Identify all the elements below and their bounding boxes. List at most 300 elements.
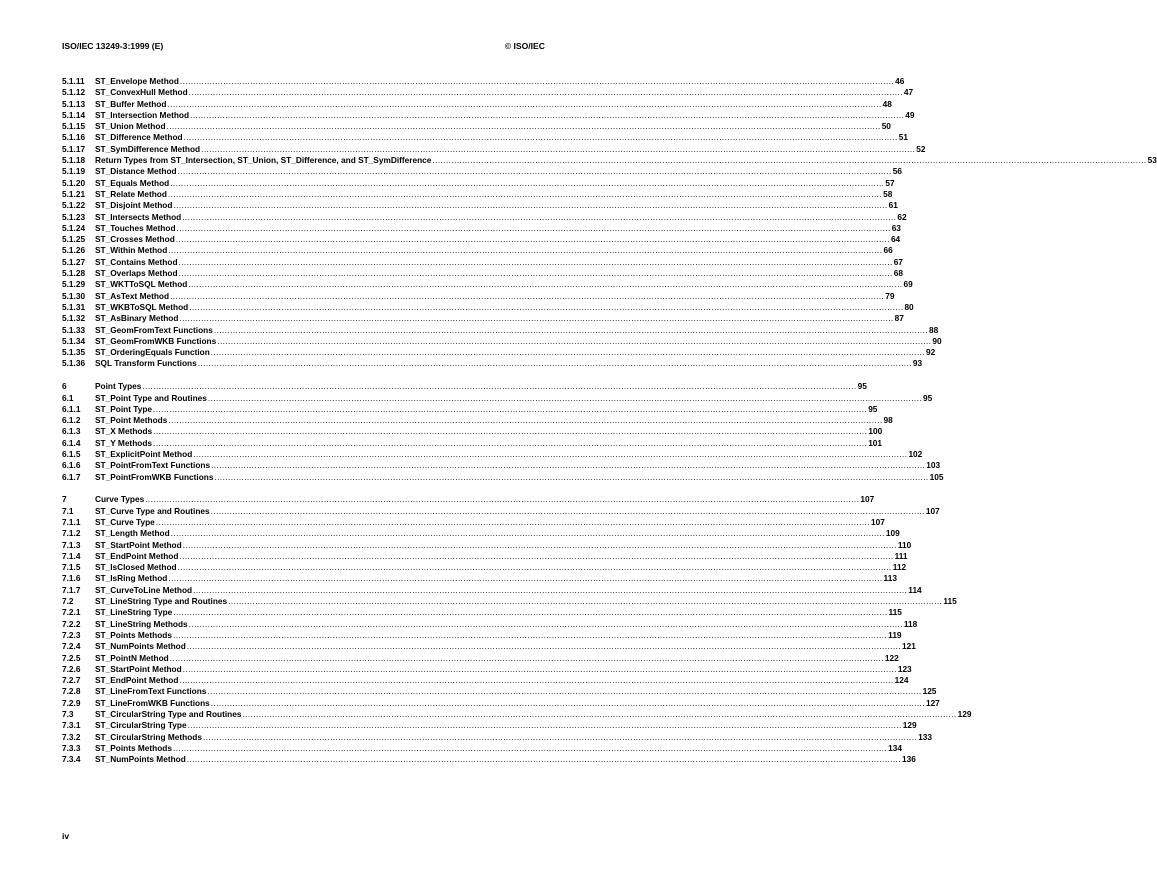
toc-entry-title: ST_ConvexHull Method xyxy=(95,87,188,98)
toc-entry[interactable] xyxy=(62,516,885,528)
toc-dot-leader xyxy=(211,460,925,471)
toc-entry-number: 5.1.12 xyxy=(62,87,86,98)
toc-entry-number: 7.2 xyxy=(62,596,74,607)
toc-entry-page: 51 xyxy=(898,132,908,143)
toc-entry-title: ST_X Methods xyxy=(95,426,153,437)
toc-dot-leader xyxy=(179,675,893,686)
toc-entry[interactable] xyxy=(62,76,905,87)
toc-entry-title: ST_Crosses Method xyxy=(95,234,175,245)
toc-entry-page: 68 xyxy=(893,268,903,279)
toc-entry-page: 107 xyxy=(925,505,940,516)
toc-entry-number: 5.1.20 xyxy=(62,177,86,188)
toc-entry-number: 6.1.1 xyxy=(62,403,81,414)
toc-entry-title: ST_Distance Method xyxy=(95,166,177,177)
toc-entry[interactable] xyxy=(62,347,936,358)
toc-entry-title: ST_Curve Type xyxy=(95,516,155,527)
toc-entry-title: ST_CurveToLine Method xyxy=(95,584,193,595)
toc-entry-number: 5.1.15 xyxy=(62,121,86,132)
toc-entry-number: 7.2.1 xyxy=(62,607,81,618)
toc-entry-page: 122 xyxy=(884,652,899,663)
toc-entry-number: 7.1.6 xyxy=(62,573,81,584)
toc-entry-number: 6.1.6 xyxy=(62,460,81,471)
toc-entry-page: 124 xyxy=(894,675,909,686)
toc-entry[interactable] xyxy=(62,697,940,709)
toc-entry-title: ST_Intersection Method xyxy=(95,109,190,120)
toc-entry-title: ST_CircularString Type xyxy=(95,720,187,731)
toc-entry-title: ST_LineFromText Functions xyxy=(95,686,207,697)
toc-entry-number: 5.1.21 xyxy=(62,188,86,199)
toc-entry-title: ST_GeomFromText Functions xyxy=(95,324,213,335)
toc-dot-leader xyxy=(170,653,884,664)
toc-dot-leader xyxy=(228,596,942,607)
toc-entry-title: ST_WKTToSQL Method xyxy=(95,279,188,290)
toc-entry-number: 7.3 xyxy=(62,709,74,720)
toc-entry-page: 95 xyxy=(868,403,878,414)
toc-dot-leader xyxy=(173,743,887,754)
toc-entry-page: 50 xyxy=(881,121,891,132)
toc-entry-title: ST_Within Method xyxy=(95,245,168,256)
toc-entry-title: ST_Length Method xyxy=(95,528,170,539)
toc-entry[interactable] xyxy=(62,381,867,392)
toc-dot-leader xyxy=(170,291,884,302)
toc-entry-page: 58 xyxy=(883,188,893,199)
toc-entry-page: 134 xyxy=(888,742,902,753)
toc-entry-page: 103 xyxy=(926,460,941,471)
toc-entry-number: 7.3.2 xyxy=(62,731,81,742)
toc-entry-title: ST_CircularString Type and Routines xyxy=(95,709,242,720)
toc-dot-leader xyxy=(153,426,867,437)
toc-entry-number: 5.1.16 xyxy=(62,132,86,143)
toc-entry[interactable] xyxy=(62,460,941,471)
toc-entry-page: 79 xyxy=(885,290,895,301)
toc-entry[interactable] xyxy=(62,268,903,279)
toc-entry[interactable] xyxy=(62,143,926,155)
toc-entry[interactable] xyxy=(62,596,957,607)
toc-entry-page: 105 xyxy=(929,471,944,482)
toc-entry-title: SQL Transform Functions xyxy=(95,358,197,369)
toc-entry-number: 7.2.2 xyxy=(62,618,81,629)
toc-entry-page: 110 xyxy=(897,539,912,550)
toc-entry-page: 121 xyxy=(901,641,916,652)
toc-entry-page: 63 xyxy=(891,222,901,233)
toc-entry-number: 5.1.25 xyxy=(62,234,86,245)
toc-dot-leader xyxy=(170,178,884,189)
toc-dot-leader xyxy=(182,212,896,223)
toc-dot-leader xyxy=(183,664,897,675)
toc-dot-leader xyxy=(173,200,887,211)
toc-dot-leader xyxy=(156,517,870,528)
toc-entry-page: 67 xyxy=(893,256,903,267)
toc-entry[interactable] xyxy=(62,121,891,132)
toc-dot-leader xyxy=(168,415,882,426)
toc-entry-number: 6.1 xyxy=(62,392,74,403)
toc-dot-leader xyxy=(187,641,901,652)
toc-entry-page: 47 xyxy=(903,87,914,98)
toc-entry-page: 88 xyxy=(929,324,939,335)
toc-entry-title: ST_AsBinary Method xyxy=(95,313,179,324)
toc-entry-page: 98 xyxy=(883,415,893,426)
toc-entry-title: ST_LineFromWKB Functions xyxy=(95,697,210,708)
toc-entry-number: 7.3.4 xyxy=(62,754,81,765)
toc-entry-number: 7.1.4 xyxy=(62,550,81,561)
toc-entry-title: ST_PointFromWKB Functions xyxy=(95,471,214,482)
toc-entry-number: 7.2.3 xyxy=(62,629,81,640)
toc-entry[interactable] xyxy=(62,301,914,313)
toc-entry[interactable] xyxy=(62,313,904,324)
toc-entry[interactable] xyxy=(62,245,893,256)
toc-entry-page: 107 xyxy=(870,516,885,527)
header-copyright: © ISO/IEC xyxy=(504,41,545,51)
toc-entry-number: 5.1.29 xyxy=(62,279,86,290)
toc-entry-title: ST_CircularString Methods xyxy=(95,731,202,742)
toc-dot-leader xyxy=(183,540,897,551)
toc-entry-page: 95 xyxy=(923,392,933,403)
toc-entry-number: 5.1.13 xyxy=(62,98,86,109)
toc-entry-number: 6.1.4 xyxy=(62,437,81,448)
toc-entry-page: 46 xyxy=(895,76,905,86)
toc-entry[interactable] xyxy=(62,188,893,200)
toc-entry[interactable] xyxy=(62,528,900,539)
toc-dot-leader xyxy=(184,132,898,143)
toc-dot-leader xyxy=(193,585,907,596)
toc-entry-number: 5.1.24 xyxy=(62,222,86,233)
toc-entry-title: ST_OrderingEquals Function xyxy=(95,347,210,358)
toc-entry-title: ST_Intersects Method xyxy=(95,211,182,222)
toc-entry[interactable] xyxy=(62,290,895,302)
toc-dot-leader xyxy=(207,686,921,697)
toc-entry[interactable] xyxy=(62,324,939,336)
toc-entry[interactable] xyxy=(62,98,892,110)
toc-entry-page: 112 xyxy=(892,562,907,573)
toc-entry-page: 90 xyxy=(932,335,942,346)
toc-dot-leader xyxy=(179,313,893,324)
toc-entry-title: ST_SymDifference Method xyxy=(95,143,201,154)
toc-entry-page: 129 xyxy=(902,720,917,731)
toc-entry[interactable] xyxy=(62,641,916,652)
toc-entry-number: 5.1.32 xyxy=(62,313,86,324)
toc-entry-title: ST_LineString Type xyxy=(95,607,173,618)
toc-entry-page: 62 xyxy=(897,211,907,222)
toc-entry[interactable] xyxy=(62,686,937,697)
toc-dot-leader xyxy=(145,494,859,505)
toc-entry-title: ST_Difference Method xyxy=(95,132,183,143)
toc-entry[interactable] xyxy=(62,256,903,268)
toc-entry-title: ST_EndPoint Method xyxy=(95,675,179,686)
toc-entry-title: ST_IsRing Method xyxy=(95,573,168,584)
toc-entry-title: ST_NumPoints Method xyxy=(95,754,186,765)
toc-dot-leader xyxy=(432,155,1146,166)
toc-entry[interactable] xyxy=(62,132,908,143)
toc-dot-leader xyxy=(198,358,912,369)
toc-entry-page: 115 xyxy=(943,596,957,607)
toc-entry-number: 7.2.4 xyxy=(62,641,81,652)
toc-entry-number: 7 xyxy=(62,494,67,505)
toc-entry-title: ST_StartPoint Method xyxy=(95,539,182,550)
toc-entry-title: ST_WKBToSQL Method xyxy=(95,301,189,312)
toc-entry-title: ST_LineString Type and Routines xyxy=(95,596,228,607)
toc-entry-number: 7.1.2 xyxy=(62,528,81,539)
toc-dot-leader xyxy=(242,709,956,720)
toc-entry-title: ST_Buffer Method xyxy=(95,98,167,109)
toc-entry-title: ST_Point Type and Routines xyxy=(95,392,207,403)
toc-entry[interactable] xyxy=(62,87,914,98)
toc-entry-number: 5.1.23 xyxy=(62,211,86,222)
toc-entry-number: 5.1.17 xyxy=(62,143,86,154)
toc-entry-title: ST_IsClosed Method xyxy=(95,562,177,573)
toc-entry-title: ST_Y Methods xyxy=(95,437,153,448)
toc-dot-leader xyxy=(153,438,867,449)
toc-entry-page: 66 xyxy=(883,245,893,256)
toc-entry-page: 93 xyxy=(912,358,923,369)
toc-dot-leader xyxy=(208,393,922,404)
toc-dot-leader xyxy=(211,506,925,517)
toc-entry-title: ST_Union Method xyxy=(95,121,166,132)
toc-entry-number: 7.1.3 xyxy=(62,539,81,550)
toc-dot-leader xyxy=(178,166,892,177)
toc-entry[interactable] xyxy=(62,234,901,245)
toc-entry[interactable] xyxy=(62,392,933,404)
toc-dot-leader xyxy=(214,325,928,336)
toc-entry-title: ST_Point Methods xyxy=(95,415,168,426)
toc-entry-page: 136 xyxy=(901,754,916,765)
toc-entry-number: 5.1.35 xyxy=(62,347,86,358)
toc-entry-title: ST_Contains Method xyxy=(95,256,178,267)
toc-entry-title: ST_AsText Method xyxy=(95,290,170,301)
toc-entry-title: ST_Equals Method xyxy=(95,177,170,188)
toc-dot-leader xyxy=(153,404,867,415)
toc-entry-number: 6.1.2 xyxy=(62,415,81,426)
toc-entry-page: 127 xyxy=(925,697,940,708)
toc-dot-leader xyxy=(179,257,893,268)
toc-entry[interactable] xyxy=(62,607,902,618)
toc-entry-number: 7.3.3 xyxy=(62,742,81,753)
toc-entry-number: 7.2.7 xyxy=(62,675,81,686)
toc-dot-leader xyxy=(171,528,885,539)
toc-entry[interactable] xyxy=(62,754,916,765)
toc-dot-leader xyxy=(189,87,903,98)
toc-entry-page: 114 xyxy=(908,584,922,595)
toc-entry-page: 101 xyxy=(868,437,883,448)
toc-dot-leader xyxy=(168,245,882,256)
toc-dot-leader xyxy=(217,336,931,347)
toc-entry-number: 5.1.28 xyxy=(62,268,86,279)
toc-entry[interactable] xyxy=(62,550,908,562)
toc-entry-number: 6.1.7 xyxy=(62,471,81,482)
toc-entry[interactable] xyxy=(62,618,918,630)
toc-entry[interactable] xyxy=(62,720,917,731)
toc-entry-page: 125 xyxy=(922,686,937,697)
header-document-id: ISO/IEC 13249-3:1999 (E) xyxy=(62,41,164,51)
toc-entry-page: 49 xyxy=(905,109,915,120)
toc-entry-number: 5.1.26 xyxy=(62,245,86,256)
toc-dot-leader xyxy=(167,99,881,110)
toc-entry-page: 109 xyxy=(885,528,900,539)
toc-entry-page: 52 xyxy=(916,143,926,154)
toc-entry-number: 7.1 xyxy=(62,505,74,516)
toc-entry[interactable] xyxy=(62,471,944,483)
toc-entry[interactable] xyxy=(62,573,897,584)
toc-entry-title: ST_LineString Methods xyxy=(95,618,188,629)
toc-entry-page: 133 xyxy=(918,731,932,742)
toc-entry[interactable] xyxy=(62,166,903,177)
toc-entry[interactable] xyxy=(62,177,895,189)
toc-entry-number: 6.1.3 xyxy=(62,426,81,437)
toc-entry-number: 5.1.36 xyxy=(62,358,86,369)
toc-dot-leader xyxy=(168,189,882,200)
toc-entry-title: Point Types xyxy=(95,381,142,392)
toc-entry-number: 7.2.5 xyxy=(62,652,81,663)
toc-entry-number: 5.1.27 xyxy=(62,256,86,267)
toc-dot-leader xyxy=(214,472,928,483)
toc-entry-title: ST_Points Methods xyxy=(95,742,172,753)
toc-dot-leader xyxy=(188,279,902,290)
toc-entry-title: Return Types from ST_Intersection, ST_Union, ST_Difference, and ST_SymDifference xyxy=(95,155,432,166)
toc-entry-page: 113 xyxy=(883,573,897,584)
toc-entry-title: ST_Overlaps Method xyxy=(95,268,178,279)
toc-entry-page: 92 xyxy=(925,347,936,358)
toc-section xyxy=(62,494,972,765)
toc-entry-title: ST_Curve Type and Routines xyxy=(95,505,210,516)
toc-entry-number: 7.2.9 xyxy=(62,697,81,708)
toc-entry-title: ST_Points Methods xyxy=(95,629,172,640)
toc-section xyxy=(62,381,944,483)
toc-entry-title: ST_ExplicitPoint Method xyxy=(95,449,193,459)
toc-entry[interactable] xyxy=(62,200,898,211)
toc-entry-title: ST_NumPoints Method xyxy=(95,641,186,652)
toc-entry[interactable] xyxy=(62,211,907,223)
toc-entry-number: 7.2.8 xyxy=(62,686,81,697)
toc-dot-leader xyxy=(189,619,903,630)
toc-section xyxy=(62,76,1157,370)
toc-entry-title: ST_PointFromText Functions xyxy=(95,460,211,471)
toc-dot-leader xyxy=(177,223,891,234)
toc-entry-number: 5.1.31 xyxy=(62,301,86,312)
toc-dot-leader xyxy=(190,110,904,121)
toc-dot-leader xyxy=(176,234,890,245)
table-of-contents xyxy=(62,76,1157,766)
toc-entry[interactable] xyxy=(62,449,923,460)
toc-entry[interactable] xyxy=(62,335,942,347)
toc-entry-title: ST_Envelope Method xyxy=(95,76,179,86)
toc-entry-page: 87 xyxy=(894,313,904,324)
toc-entry-title: ST_EndPoint Method xyxy=(95,550,179,561)
toc-entry-number: 5.1.14 xyxy=(62,109,86,120)
toc-dot-leader xyxy=(179,551,893,562)
toc-entry-number: 7.1.5 xyxy=(62,562,81,573)
toc-entry-page: 119 xyxy=(888,629,902,640)
toc-dot-leader xyxy=(211,698,925,709)
toc-entry-number: 5.1.22 xyxy=(62,200,86,211)
toc-dot-leader xyxy=(193,449,907,460)
toc-dot-leader xyxy=(179,268,893,279)
toc-entry-number: 7.1.7 xyxy=(62,584,81,595)
toc-dot-leader xyxy=(201,144,915,155)
toc-entry-page: 111 xyxy=(894,550,908,561)
toc-entry-number: 5.1.18 xyxy=(62,155,86,166)
toc-dot-leader xyxy=(178,562,892,573)
toc-entry-page: 64 xyxy=(890,234,901,245)
toc-entry-page: 115 xyxy=(888,607,902,618)
toc-entry[interactable] xyxy=(62,279,913,290)
toc-entry-title: ST_Touches Method xyxy=(95,222,176,233)
toc-entry[interactable] xyxy=(62,109,915,121)
toc-entry-page: 107 xyxy=(860,494,875,505)
toc-entry[interactable] xyxy=(62,437,883,449)
toc-dot-leader xyxy=(203,732,917,743)
toc-dot-leader xyxy=(188,720,902,731)
toc-entry-page: 118 xyxy=(903,618,918,629)
toc-entry-title: ST_PointN Method xyxy=(95,652,169,663)
toc-dot-leader xyxy=(173,607,887,618)
toc-entry-number: 5.1.33 xyxy=(62,324,86,335)
toc-entry-page: 57 xyxy=(885,177,895,188)
toc-dot-leader xyxy=(187,754,901,765)
toc-entry-number: 6.1.5 xyxy=(62,449,81,459)
toc-entry[interactable] xyxy=(62,663,912,675)
footer-page-number: iv xyxy=(62,831,70,841)
toc-entry-number: 5.1.11 xyxy=(62,76,85,86)
toc-entry[interactable] xyxy=(62,426,883,437)
toc-entry[interactable] xyxy=(62,584,922,596)
toc-entry[interactable] xyxy=(62,652,899,664)
toc-entry-page: 53 xyxy=(1147,155,1157,166)
toc-entry-number: 6 xyxy=(62,381,67,392)
toc-dot-leader xyxy=(168,573,882,584)
toc-entry-title: ST_StartPoint Method xyxy=(95,663,182,674)
toc-entry-number: 7.3.1 xyxy=(62,720,81,731)
toc-dot-leader xyxy=(142,381,856,392)
toc-entry-page: 69 xyxy=(903,279,913,290)
toc-entry[interactable] xyxy=(62,629,902,641)
toc-entry[interactable] xyxy=(62,562,907,573)
toc-entry[interactable] xyxy=(62,415,893,426)
toc-entry[interactable] xyxy=(62,742,902,754)
toc-entry[interactable] xyxy=(62,494,875,505)
toc-entry-number: 5.1.34 xyxy=(62,335,86,346)
toc-entry-page: 80 xyxy=(904,301,914,312)
toc-entry[interactable] xyxy=(62,675,909,686)
toc-entry[interactable] xyxy=(62,709,972,720)
toc-entry-page: 95 xyxy=(857,381,867,392)
toc-entry[interactable] xyxy=(62,505,940,517)
toc-entry-page: 102 xyxy=(908,449,923,459)
toc-dot-leader xyxy=(180,76,894,87)
toc-dot-leader xyxy=(167,121,881,132)
toc-entry-number: 5.1.30 xyxy=(62,290,86,301)
toc-dot-leader xyxy=(211,347,925,358)
toc-entry-title: ST_Point Type xyxy=(95,403,153,414)
toc-entry-title: ST_Disjoint Method xyxy=(95,200,173,211)
toc-entry-page: 61 xyxy=(888,200,898,211)
toc-entry-title: Curve Types xyxy=(95,494,145,505)
toc-entry[interactable] xyxy=(62,731,932,743)
toc-dot-leader xyxy=(173,630,887,641)
toc-entry-page: 123 xyxy=(897,663,912,674)
toc-entry-number: 7.1.1 xyxy=(62,516,81,527)
toc-dot-leader xyxy=(189,302,903,313)
toc-entry-page: 48 xyxy=(882,98,892,109)
toc-entry[interactable] xyxy=(62,155,1157,166)
toc-entry-number: 7.2.6 xyxy=(62,663,81,674)
toc-entry[interactable] xyxy=(62,358,923,369)
toc-entry-page: 56 xyxy=(892,166,903,177)
toc-entry-title: ST_Relate Method xyxy=(95,188,167,199)
toc-entry[interactable] xyxy=(62,403,878,415)
toc-entry-title: ST_GeomFromWKB Functions xyxy=(95,335,217,346)
toc-entry[interactable] xyxy=(62,539,912,551)
toc-entry[interactable] xyxy=(62,222,901,234)
toc-entry-page: 129 xyxy=(957,709,972,720)
